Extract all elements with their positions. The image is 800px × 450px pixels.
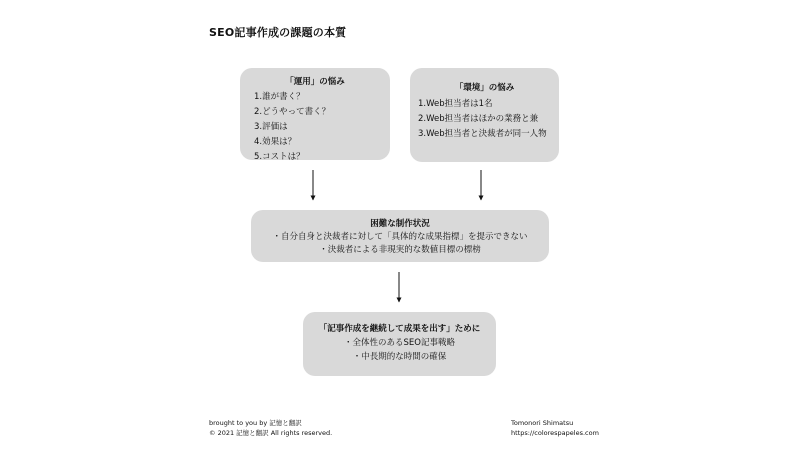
- difficult-situation-item: ・自分自身と決裁者に対して「具体的な成果指標」を提示できない: [272, 232, 528, 242]
- footer-copyright: © 2021 記憶と翻訳 All rights reserved.: [209, 429, 333, 437]
- environment-concern-item: 1.Web担当者は1名: [418, 99, 493, 109]
- difficult-situation-item: ・決裁者による非現実的な数値目標の標榜: [319, 245, 481, 255]
- operations-concern-item: 4.効果は？: [254, 137, 297, 147]
- goal-item: ・全体性のあるSEO記事戦略: [344, 338, 455, 348]
- environment-concerns-heading: 「環境」の悩み: [454, 83, 515, 93]
- footer-brought-to-you: brought to you by 記憶と翻訳: [209, 419, 302, 427]
- goal-heading: 「記事作成を継続して成果を出す」ために: [318, 324, 481, 334]
- page-title: SEO記事作成の課題の本質: [209, 26, 347, 39]
- difficult-situation-heading: 困難な制作状況: [370, 219, 430, 229]
- footer-author: [511, 418, 599, 438]
- operations-concern-item: 5.コストは？: [254, 152, 305, 162]
- operations-concern-item: 2.どうやって書く？: [254, 107, 331, 117]
- footer-author-name: Tomonori Shimatsu: [511, 419, 574, 427]
- operations-concern-item: 3.評価は: [254, 122, 288, 132]
- environment-concern-item: 2.Web担当者はほかの業務と兼: [418, 114, 539, 124]
- environment-concern-item: 3.Web担当者と決裁者が同一人物: [418, 129, 547, 139]
- operations-concerns-heading: 「運用」の悩み: [285, 77, 345, 87]
- footer-credits: [209, 418, 332, 438]
- goal-item: ・中長期的な時間の確保: [352, 352, 447, 362]
- operations-concern-item: 1.誰が書く？: [254, 92, 305, 102]
- footer-url: https://colorespapeles.com: [511, 429, 599, 437]
